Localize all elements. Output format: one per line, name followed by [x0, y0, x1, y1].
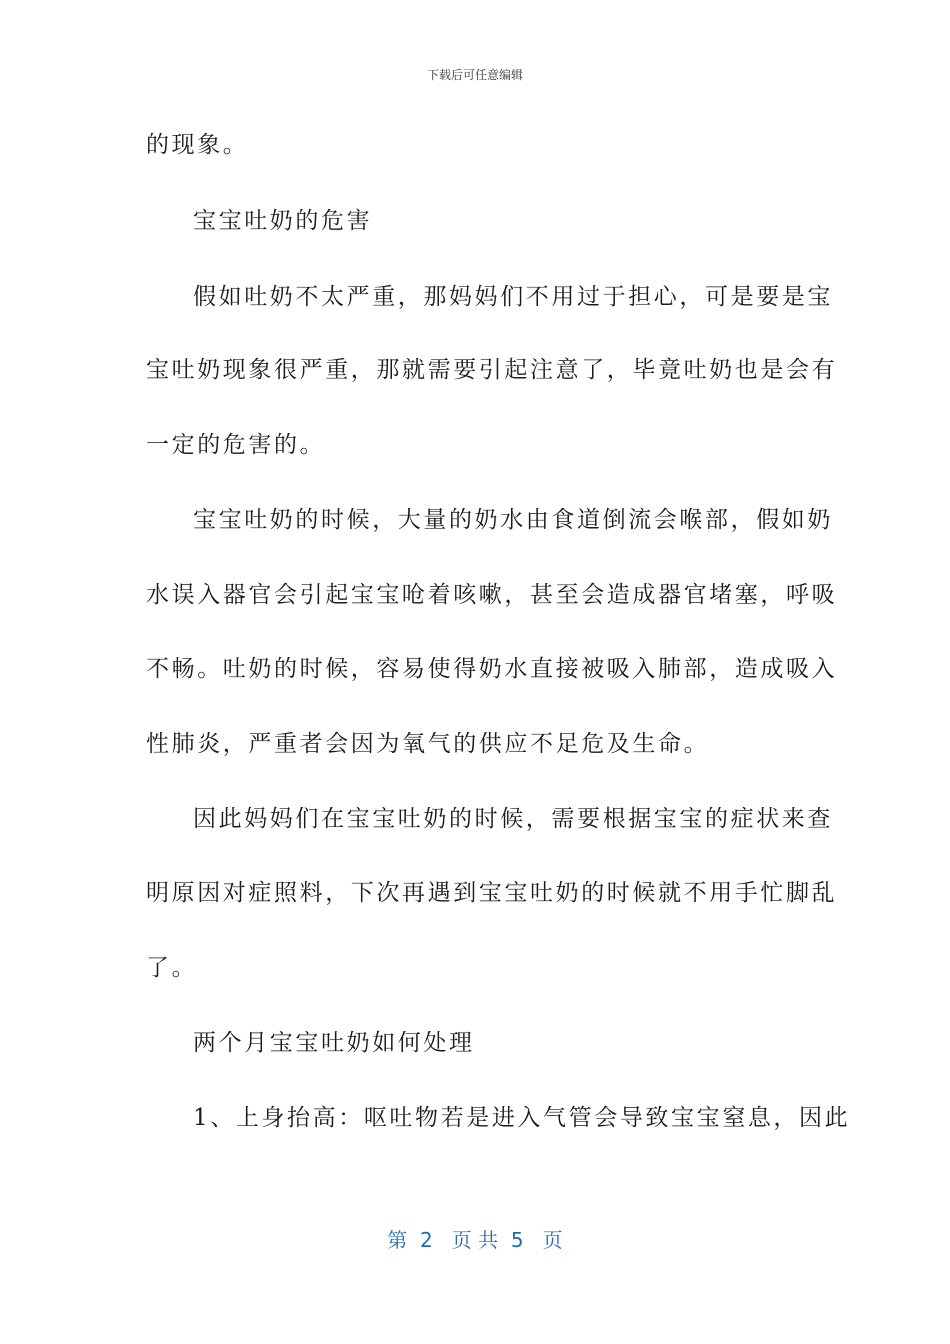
text-line: 性肺炎，严重者会因为氧气的供应不足危及生命。: [146, 731, 710, 757]
section-heading: 两个月宝宝吐奶如何处理: [193, 1030, 475, 1056]
text-line: 的现象。: [146, 132, 249, 158]
text-line: 因此妈妈们在宝宝吐奶的时候，需要根据宝宝的症状来查: [193, 806, 833, 832]
page-header: 下载后可任意编辑: [426, 68, 523, 82]
text-line: 不畅。吐奶的时候，容易使得奶水直接被吸入肺部，造成吸入: [146, 656, 838, 682]
page-number-footer: 第 2 页 共 5 页: [387, 1228, 563, 1252]
text-line: 一定的危害的。: [146, 432, 326, 458]
text-line: 假如吐奶不太严重，那妈妈们不用过于担心，可是要是宝: [193, 284, 833, 310]
text-line: 了。: [146, 955, 198, 981]
text-line: 明原因对症照料，下次再遇到宝宝吐奶的时候就不用手忙脚乱: [146, 880, 838, 906]
text-line: 宝吐奶现象很严重，那就需要引起注意了，毕竟吐奶也是会有: [146, 357, 838, 383]
text-line: 水误入器官会引起宝宝呛着咳嗽，甚至会造成器官堵塞，呼吸: [146, 582, 838, 608]
section-heading: 宝宝吐奶的危害: [193, 208, 373, 234]
text-line: 1、上身抬高：呕吐物若是进入气管会导致宝宝窒息，因此: [193, 1105, 851, 1131]
text-line: 宝宝吐奶的时候，大量的奶水由食道倒流会喉部，假如奶: [193, 507, 833, 533]
